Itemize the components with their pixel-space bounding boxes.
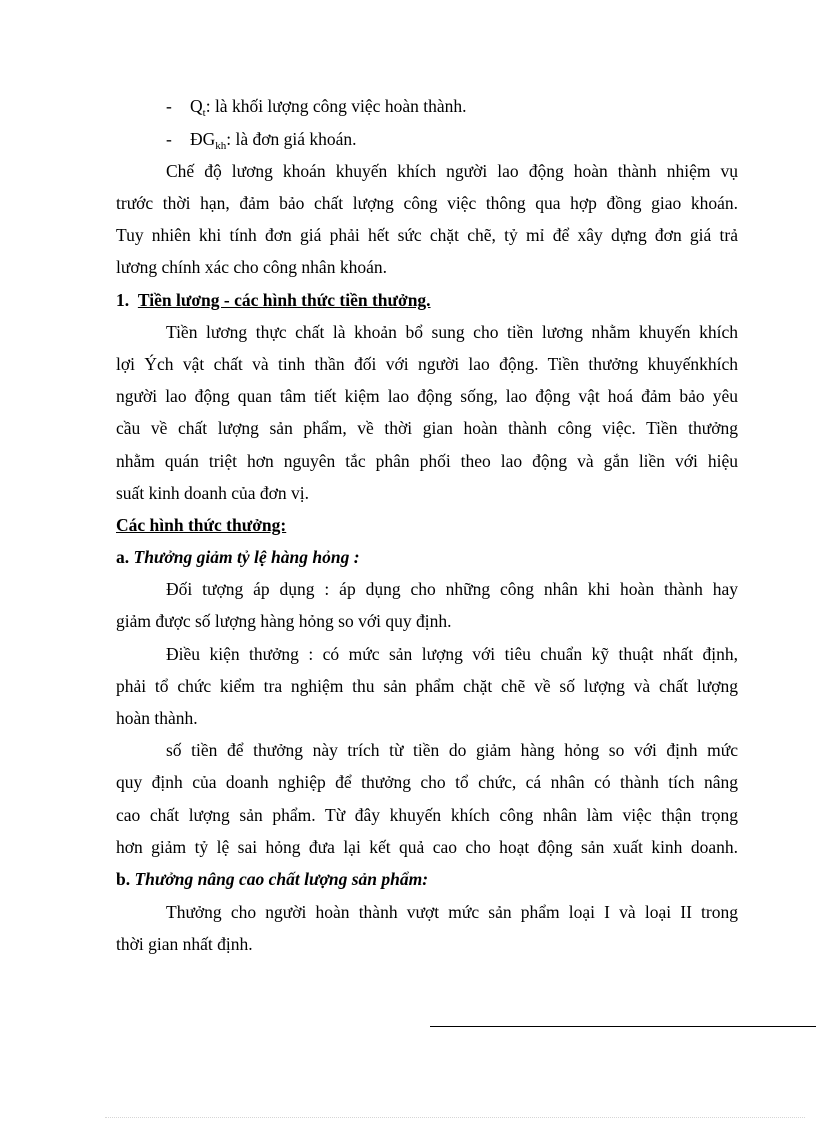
para5-line: cao chất lượng sản phẩm. Từ đây khuyến khích công nhân làm việc thận trọng	[116, 805, 738, 825]
symbol-dg: ĐG	[190, 129, 216, 149]
para2-line: người lao động quan tâm tiết kiệm lao động sống, lao động vật hoá đảm bảo yêu	[116, 386, 738, 406]
section-heading	[116, 284, 431, 316]
forms-heading: Các hình thức thưởng:	[116, 515, 287, 535]
para2-line: nhằm quán triệt hơn nguyên tắc phân phối theo lao động và gắn liền với hiệu	[116, 451, 738, 471]
para5-line: số tiền để thưởng này trích từ tiền do giảm hàng hỏng so với định mức	[166, 740, 738, 760]
footer-rule	[430, 1026, 816, 1027]
para3-line: Đối tượng áp dụng : áp dụng cho những công nhân khi hoàn thành hay	[166, 579, 738, 599]
para2-line: suất kinh doanh của đơn vị.	[116, 483, 309, 503]
para1-line: trước thời hạn, đảm bảo chất lượng công việc thông qua hợp đồng giao khoán.	[116, 193, 738, 213]
para4-line: hoàn thành.	[116, 708, 198, 728]
bullet-definition: : là khối lượng công việc hoàn thành.	[205, 96, 467, 116]
para2-line: Tiền lương thực chất là khoản bổ sung cho tiền lương nhằm khuyến khích	[166, 322, 738, 342]
bullet-dash: -	[166, 129, 172, 149]
para5-line: hơn giảm tỷ lệ sai hỏng đưa lại kết quả cao cho hoạt động sản xuất kinh doanh.	[116, 837, 738, 857]
para5-line: quy định của doanh nghiệp để thưởng cho tổ chức, cá nhân có thành tích nâng	[116, 772, 738, 792]
page-edge-dots	[105, 1117, 805, 1118]
subheading-title: Thưởng nâng cao chất lượng sản phẩm:	[134, 869, 429, 889]
symbol-q: Q	[190, 96, 203, 116]
para1-line: lương chính xác cho công nhân khoán.	[116, 257, 387, 277]
subheading-label: b.	[116, 869, 131, 889]
bullet-dash: -	[166, 96, 172, 116]
para6-line: Thưởng cho người hoàn thành vượt mức sản phẩm loại I và loại II trong	[166, 902, 738, 922]
para6-line: thời gian nhất định.	[116, 934, 253, 954]
subheading-a	[116, 541, 360, 573]
subscript-t: t	[202, 107, 206, 119]
subheading-b	[116, 863, 428, 895]
section-title: Tiền lương - các hình thức tiền thưởng.	[137, 290, 431, 310]
section-number: 1.	[116, 290, 130, 310]
para4-line: Điều kiện thưởng : có mức sản lượng với tiêu chuẩn kỹ thuật nhất định,	[166, 644, 738, 664]
para2-line: lợi Ých vật chất và tinh thần đối với người lao động. Tiền thưởng khuyếnkhích	[116, 354, 738, 374]
para3-line: giảm được số lượng hàng hỏng so với quy định.	[116, 611, 452, 631]
para2-line: cầu về chất lượng sản phẩm, về thời gian hoàn thành công việc. Tiền thưởng	[116, 418, 738, 438]
subheading-title: Thưởng giảm tỷ lệ hàng hỏng :	[133, 547, 360, 567]
subscript-kh: kh	[215, 140, 227, 152]
bullet-definition: : là đơn giá khoán.	[226, 129, 357, 149]
para1-line: Chế độ lương khoán khuyến khích người lao động hoàn thành nhiệm vụ	[166, 161, 738, 181]
para4-line: phải tổ chức kiểm tra nghiệm thu sản phẩm chặt chẽ về số lượng và chất lượng	[116, 676, 738, 696]
subheading-label: a.	[116, 547, 130, 567]
para1-line: Tuy nhiên khi tính đơn giá phải hết sức chặt chẽ, tỷ mỉ để xây dựng đơn giá trả	[116, 225, 738, 245]
